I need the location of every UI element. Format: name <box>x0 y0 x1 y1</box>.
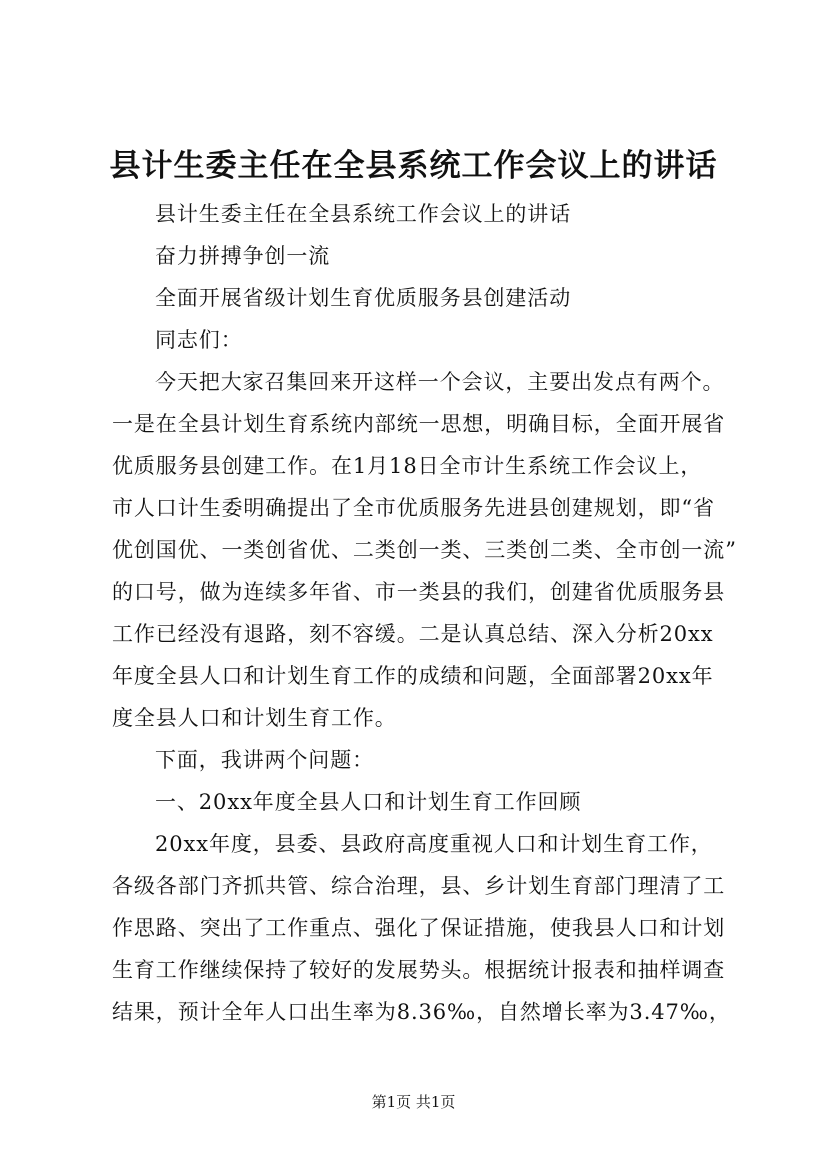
document-title: 县计生委主任在全县系统工作会议上的讲话 <box>109 148 718 184</box>
paragraph-line: 各级各部门齐抓共管、综合治理，县、乡计划生育部门理清了工 <box>112 874 726 898</box>
paragraph-line: 今天把大家召集回来开这样一个会议，主要出发点有两个。 <box>155 370 725 394</box>
section-heading: 一、20xx年度全县人口和计划生育工作回顾 <box>155 790 582 814</box>
paragraph-line: 年度全县人口和计划生育工作的成绩和问题，全面部署20xx年 <box>112 664 714 688</box>
paragraph-line: 20xx年度，县委、县政府高度重视人口和计划生育工作， <box>155 832 713 856</box>
paragraph-line: 优创国优、一类创省优、二类创一类、三类创二类、全市创一流” <box>112 538 737 562</box>
slogan-line: 奋力拼搏争创一流 <box>155 244 331 268</box>
page-number: 第1页 共1页 <box>371 1093 456 1111</box>
paragraph-line: 下面，我讲两个问题： <box>155 748 374 772</box>
paragraph-line: 结果，预计全年人口出生率为8.36‰，自然增长率为3.47‰， <box>112 1000 731 1024</box>
paragraph-line: 一是在全县计划生育系统内部统一思想，明确目标，全面开展省 <box>112 412 726 436</box>
paragraph-line: 的口号，做为连续多年省、市一类县的我们，创建省优质服务县 <box>112 580 726 604</box>
paragraph-line: 优质服务县创建工作。在1月18日全市计生系统工作会议上， <box>112 454 703 478</box>
salutation-line: 同志们： <box>155 328 243 352</box>
paragraph-line: 生育工作继续保持了较好的发展势头。根据统计报表和抽样调查 <box>112 958 726 982</box>
subtitle-line: 县计生委主任在全县系统工作会议上的讲话 <box>155 202 572 226</box>
slogan-line: 全面开展省级计划生育优质服务县创建活动 <box>155 286 572 310</box>
paragraph-line: 度全县人口和计划生育工作。 <box>112 706 397 730</box>
paragraph-line: 市人口计生委明确提出了全市优质服务先进县创建规划，即“省 <box>112 496 715 520</box>
paragraph-line: 作思路、突出了工作重点、强化了保证措施，使我县人口和计划 <box>112 916 726 940</box>
paragraph-line: 工作已经没有退路，刻不容缓。二是认真总结、深入分析20xx <box>112 622 714 646</box>
